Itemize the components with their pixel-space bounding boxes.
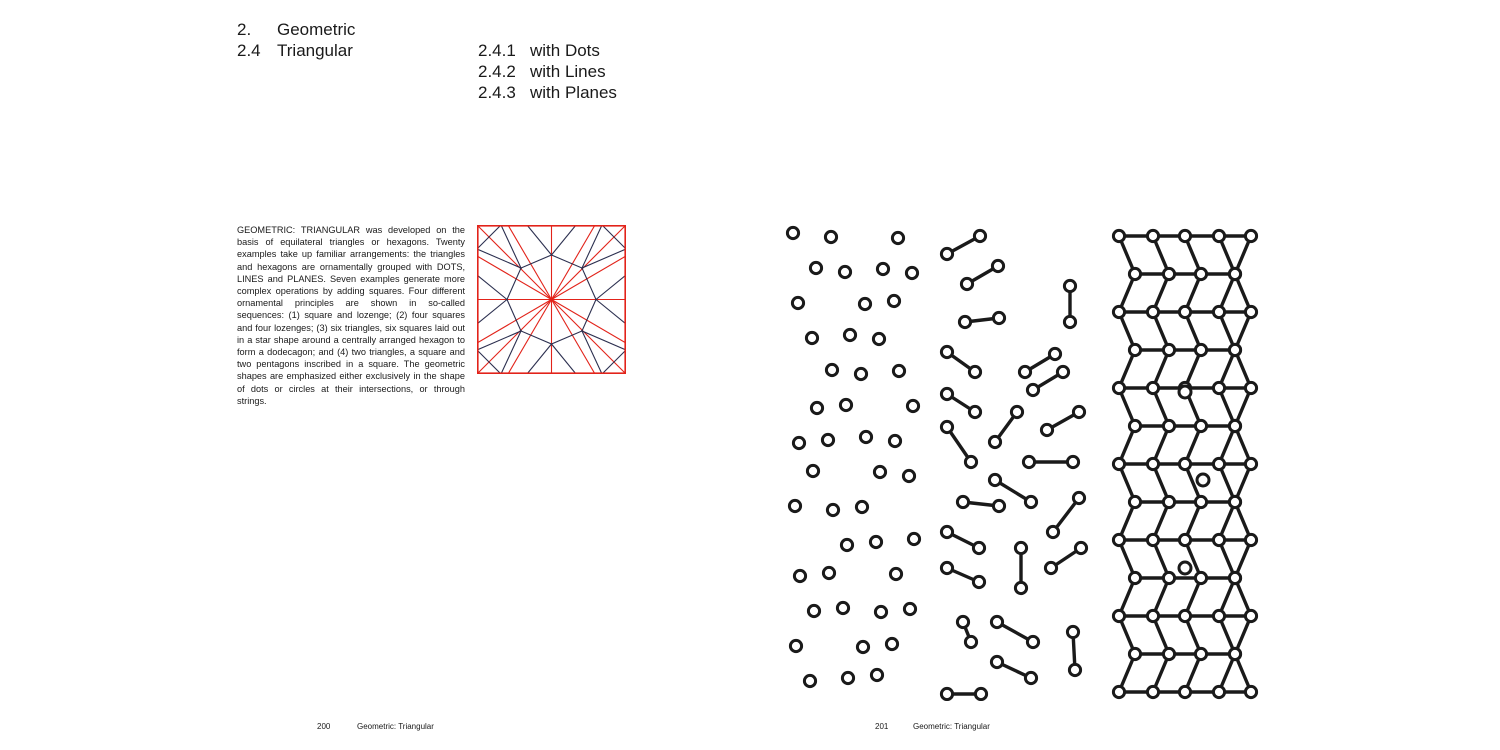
ornament-dot [787, 227, 798, 238]
ornament-dot [1045, 562, 1056, 573]
ornament-dot [826, 364, 837, 375]
body-paragraph: GEOMETRIC: TRIANGULAR was developed on the basis of equilateral triangles or hexagons. Twenty examples take up familiar arrangements: the triangles and hexagons are ornamentally grouped with DOTS, LINES and PLANES. Seven examples generate more complex operations by adding squares. Four different ornamental principles are shown in so-called sequences: (1) square and lozenge; (2) four squares and four lozenges; (3) six triangles, six squares laid out in a star shape around a centrally arranged hexagon to form a dodecagon; and (4) two triangles, a square and two pentagons inscribed in a square. The geometric shapes are emphasized either exclusively in the shape of dots or circles at their intersections, or through strings. [237, 225, 465, 406]
ornament-dot [1147, 534, 1158, 545]
ornament-dot [1113, 610, 1124, 621]
ornament-dot [1147, 230, 1158, 241]
ornament-dot [1245, 230, 1256, 241]
ornament-dot [857, 641, 868, 652]
ornament-dot [904, 603, 915, 614]
ornament-dot [811, 402, 822, 413]
ornament-dot [1229, 420, 1240, 431]
ornament-dot [1073, 492, 1084, 503]
ornament-dot [907, 400, 918, 411]
section-number: 2.4 [237, 41, 261, 60]
ornament-dot [1069, 664, 1080, 675]
ornament-dot [1025, 496, 1036, 507]
section-title: Triangular [277, 41, 353, 60]
ornament-dot [1067, 626, 1078, 637]
chapter-number: 2. [237, 20, 252, 39]
ornament-dot [1245, 534, 1256, 545]
ornament-dot [1163, 420, 1174, 431]
subsection-item [478, 61, 617, 82]
ornament-dot [1179, 610, 1190, 621]
ornament-dot [1129, 268, 1140, 279]
ornament-dot [974, 230, 985, 241]
ornament-dot [1213, 382, 1224, 393]
ornament-dot [804, 675, 815, 686]
ornament-illustration [785, 222, 1263, 701]
ornament-dot [961, 278, 972, 289]
ornament-dot [1147, 382, 1158, 393]
ornament-dot [965, 456, 976, 467]
ornament-dot [859, 298, 870, 309]
ornament-dot [822, 434, 833, 445]
ornament-dot [969, 406, 980, 417]
ornament-dot [1163, 344, 1174, 355]
ornament-dot [1229, 496, 1240, 507]
ornament-dot [1179, 534, 1190, 545]
ornament-dot [1195, 344, 1206, 355]
ornament-dot [1064, 316, 1075, 327]
ornament-dot [874, 466, 885, 477]
ornament-dot [1147, 610, 1158, 621]
ornament-dot [1179, 386, 1191, 398]
ornament-dot [840, 399, 851, 410]
ornament-dot [1213, 534, 1224, 545]
ornament-dot [957, 496, 968, 507]
ornament-dot [991, 656, 1002, 667]
ornament-dot [908, 533, 919, 544]
page-number: 200 [317, 722, 331, 731]
page-number: 201 [875, 722, 889, 731]
ornament-dot [1195, 268, 1206, 279]
ornament-dot [1229, 344, 1240, 355]
ornament-dot [1019, 366, 1030, 377]
ornament-dot [989, 436, 1000, 447]
ornament-dot [1075, 542, 1086, 553]
ornament-dot [1147, 306, 1158, 317]
ornament-dot [808, 605, 819, 616]
ornament-dot [1129, 572, 1140, 583]
ornament-dot [871, 669, 882, 680]
chapter-title: Geometric [277, 20, 356, 39]
ornament-dot [941, 248, 952, 259]
ornament-dot [1179, 230, 1190, 241]
ornament-dot [1163, 572, 1174, 583]
ornament-dot [1213, 306, 1224, 317]
ornament-dot [1025, 672, 1036, 683]
section-heading [237, 40, 353, 61]
ornament-dot [1245, 306, 1256, 317]
ornament-dot [1113, 686, 1124, 697]
ornament-dot [969, 366, 980, 377]
ornament-dot [875, 606, 886, 617]
ornament-dot [1047, 526, 1058, 537]
ornament-dot [941, 562, 952, 573]
ornament-dot [839, 266, 850, 277]
ornament-dot [844, 329, 855, 340]
ornament-dot [1245, 382, 1256, 393]
ornament-dot [1023, 456, 1034, 467]
ornament-dot [1179, 686, 1190, 697]
ornament-dot [1129, 496, 1140, 507]
ornament-dot [1041, 424, 1052, 435]
ornament-dot [1113, 534, 1124, 545]
ornament-dot [1195, 572, 1206, 583]
ornament-dot [1049, 348, 1060, 359]
ornament-dot [793, 437, 804, 448]
folio [875, 722, 990, 731]
ornament-dot [1163, 496, 1174, 507]
ornament-dot [993, 500, 1004, 511]
subsection-title: with Dots [530, 41, 600, 60]
ornament-dot [941, 346, 952, 357]
ornament-dot [1113, 458, 1124, 469]
ornament-dot [1057, 366, 1068, 377]
ornament-dot [1015, 542, 1026, 553]
ornament-dot [959, 316, 970, 327]
ornament-dot [1147, 686, 1158, 697]
ornament-dot [870, 536, 881, 547]
ornament-dot [941, 388, 952, 399]
ornament-dot [941, 421, 952, 432]
ornament-dot [1245, 458, 1256, 469]
ornament-dot [993, 312, 1004, 323]
ornament-dot [1163, 648, 1174, 659]
ornament-dot [1197, 474, 1209, 486]
ornament-dot [806, 332, 817, 343]
ornament-dot [889, 435, 900, 446]
ornament-dot [1245, 610, 1256, 621]
ornament-dot [1129, 648, 1140, 659]
ornament-dot [855, 368, 866, 379]
ornament-dot [973, 542, 984, 553]
ornament-dot [992, 260, 1003, 271]
ornament-dot [1027, 384, 1038, 395]
ornament-dot [1195, 648, 1206, 659]
ornament-dot [975, 688, 986, 699]
ornament-dot [860, 431, 871, 442]
ornament-dot [892, 232, 903, 243]
ornament-dot [1179, 458, 1190, 469]
ornament-dot [957, 616, 968, 627]
ornament-dot [1229, 268, 1240, 279]
ornament-dot [1113, 306, 1124, 317]
ornament-dot [1179, 306, 1190, 317]
ornament-dot [1179, 562, 1191, 574]
ornament-dot [888, 295, 899, 306]
ornament-dot [873, 333, 884, 344]
ornament-dot [1213, 230, 1224, 241]
ornament-dot [886, 638, 897, 649]
ornament-dot [789, 500, 800, 511]
subsection-item [478, 82, 617, 103]
ornament-dot [856, 501, 867, 512]
ornament-dot [903, 470, 914, 481]
ornament-dot [1195, 420, 1206, 431]
ornament-dot [837, 602, 848, 613]
ornament-dot [1011, 406, 1022, 417]
ornament-dot [1229, 648, 1240, 659]
ornament-dot [827, 504, 838, 515]
subsection-number: 2.4.2 [478, 62, 516, 81]
ornament-dot [1129, 344, 1140, 355]
subsection-item [478, 40, 617, 61]
running-title: Geometric: Triangular [357, 722, 434, 731]
ornament-dot [1129, 420, 1140, 431]
ornament-dot [790, 640, 801, 651]
ornament-dot [1067, 456, 1078, 467]
ornament-dot [1015, 582, 1026, 593]
running-title: Geometric: Triangular [913, 722, 990, 731]
ornament-dot [810, 262, 821, 273]
ornament-dot [1195, 496, 1206, 507]
ornament-dot [794, 570, 805, 581]
ornament-dot [1113, 382, 1124, 393]
ornament-dot [1213, 686, 1224, 697]
ornament-dot [1064, 280, 1075, 291]
ornament-dot [941, 526, 952, 537]
ornament-dot [842, 672, 853, 683]
subsection-title: with Lines [530, 62, 606, 81]
ornament-dot [823, 567, 834, 578]
ornament-dot [890, 568, 901, 579]
ornament-dot [877, 263, 888, 274]
ornament-dot [1027, 636, 1038, 647]
ornament-dot [1113, 230, 1124, 241]
ornament-dot [1147, 458, 1158, 469]
subsection-number: 2.4.1 [478, 41, 516, 60]
ornament-dot [807, 465, 818, 476]
ornament-dot [973, 576, 984, 587]
ornament-dot [792, 297, 803, 308]
ornament-dot [1245, 686, 1256, 697]
subsection-number: 2.4.3 [478, 83, 516, 102]
ornament-dot [989, 474, 1000, 485]
chapter-heading [237, 19, 355, 40]
ornament-dot [825, 231, 836, 242]
ornament-dot [1229, 572, 1240, 583]
ornament-dot [906, 267, 917, 278]
subsection-title: with Planes [530, 83, 617, 102]
folio [317, 722, 434, 731]
ornament-dot [991, 616, 1002, 627]
ornament-dot [1163, 268, 1174, 279]
ornament-dot [1213, 458, 1224, 469]
ornament-dot [893, 365, 904, 376]
ornament-dot [841, 539, 852, 550]
subsection-list [478, 40, 617, 103]
ornament-dot [941, 688, 952, 699]
ornament-dot [1213, 610, 1224, 621]
ornament-dot [1073, 406, 1084, 417]
ornament-dot [965, 636, 976, 647]
construction-diagram [477, 225, 626, 374]
